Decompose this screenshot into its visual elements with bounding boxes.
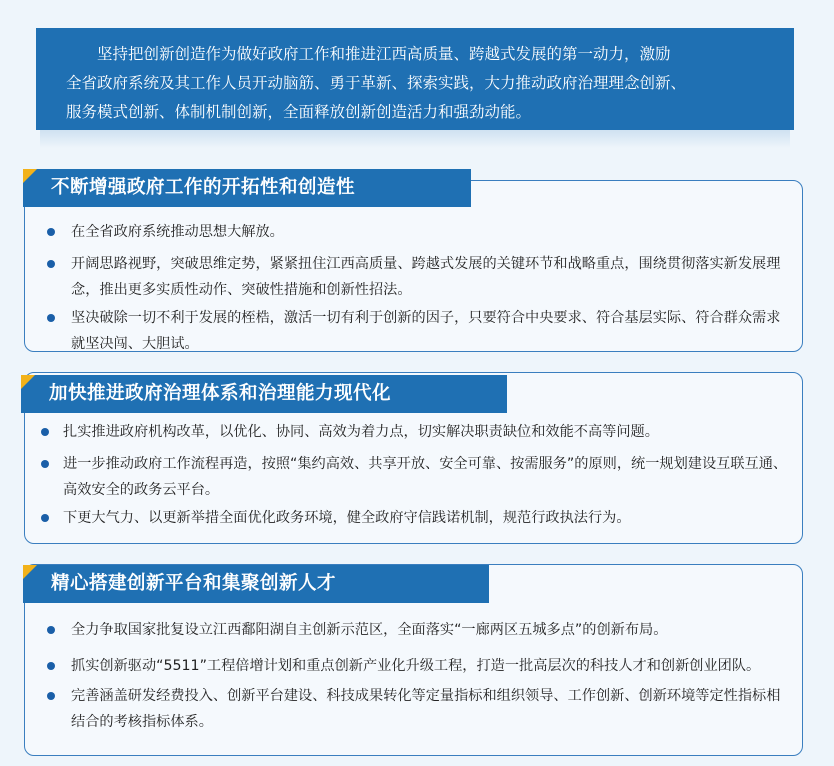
bullet-dot-icon xyxy=(47,228,55,236)
section-title-text: 加快推进政府治理体系和治理能力现代化 xyxy=(49,383,392,404)
list-item: 抓实创新驱动“5511”工程倍增计划和重点创新产业化升级工程，打造一批高层次的科技人才和创新创业团队。 xyxy=(25,653,802,679)
section-title xyxy=(23,565,489,603)
bullet-dot-icon xyxy=(47,626,55,634)
bullet-dot-icon xyxy=(41,514,49,522)
intro-line: 服务模式创新、体制机制创新，全面释放创新创造活力和强劲动能。 xyxy=(66,103,532,121)
intro-line: 全省政府系统及其工作人员开动脑筋、勇于革新、探索实践，大力推动政府治理理念创新、 xyxy=(66,74,687,92)
list-item: 全力争取国家批复设立江西鄱阳湖自主创新示范区，全面落实“一廊两区五城多点”的创新布局。 xyxy=(25,617,802,643)
list-item: 进一步推动政府工作流程再造，按照“集约高效、共享开放、安全可靠、按需服务”的原则，统一规划建设互联互通、高效安全的政务云平台。 xyxy=(25,451,802,503)
list-item: 扎实推进政府机构改革，以优化、协同、高效为着力点，切实解决职责缺位和效能不高等问题。 xyxy=(25,419,802,445)
banner-shadow xyxy=(40,130,790,148)
section-title-text: 不断增强政府工作的开拓性和创造性 xyxy=(51,177,356,198)
list-item: 开阔思路视野，突破思维定势，紧紧扭住江西高质量、跨越式发展的关键环节和战略重点，围绕贯彻落实新发展理念，推出更多实质性动作、突破性措施和创新性招法。 xyxy=(25,251,802,303)
section-modernization xyxy=(24,372,803,544)
list-item: 坚决破除一切不利于发展的桎梏，激活一切有利于创新的因子，只要符合中央要求、符合基层实际、符合群众需求就坚决闯、大胆试。 xyxy=(25,305,802,357)
intro-line: 坚持把创新创造作为做好政府工作和推进江西高质量、跨越式发展的第一动力，激励 xyxy=(97,45,671,63)
list-item: 下更大气力、以更新举措全面优化政务环境，健全政府守信践诺机制，规范行政执法行为。 xyxy=(25,505,802,531)
section-title xyxy=(23,169,471,207)
bullet-dot-icon xyxy=(47,692,55,700)
list-item: 在全省政府系统推动思想大解放。 xyxy=(25,219,802,245)
section-title xyxy=(21,375,507,413)
intro-banner xyxy=(36,28,794,130)
bullet-dot-icon xyxy=(47,662,55,670)
bullet-dot-icon xyxy=(41,428,49,436)
bullet-dot-icon xyxy=(47,260,55,268)
section-innovation-platform xyxy=(24,564,803,756)
bullet-dot-icon xyxy=(41,460,49,468)
bullet-list xyxy=(25,617,802,735)
bullet-dot-icon xyxy=(47,314,55,322)
list-item: 完善涵盖研发经费投入、创新平台建设、科技成果转化等定量指标和组织领导、工作创新、创新环境等定性指标相结合的考核指标体系。 xyxy=(25,683,802,735)
bullet-list xyxy=(25,419,802,531)
section-creativity xyxy=(24,177,803,352)
section-title-text: 精心搭建创新平台和集聚创新人才 xyxy=(51,573,337,594)
bullet-list xyxy=(25,219,802,357)
